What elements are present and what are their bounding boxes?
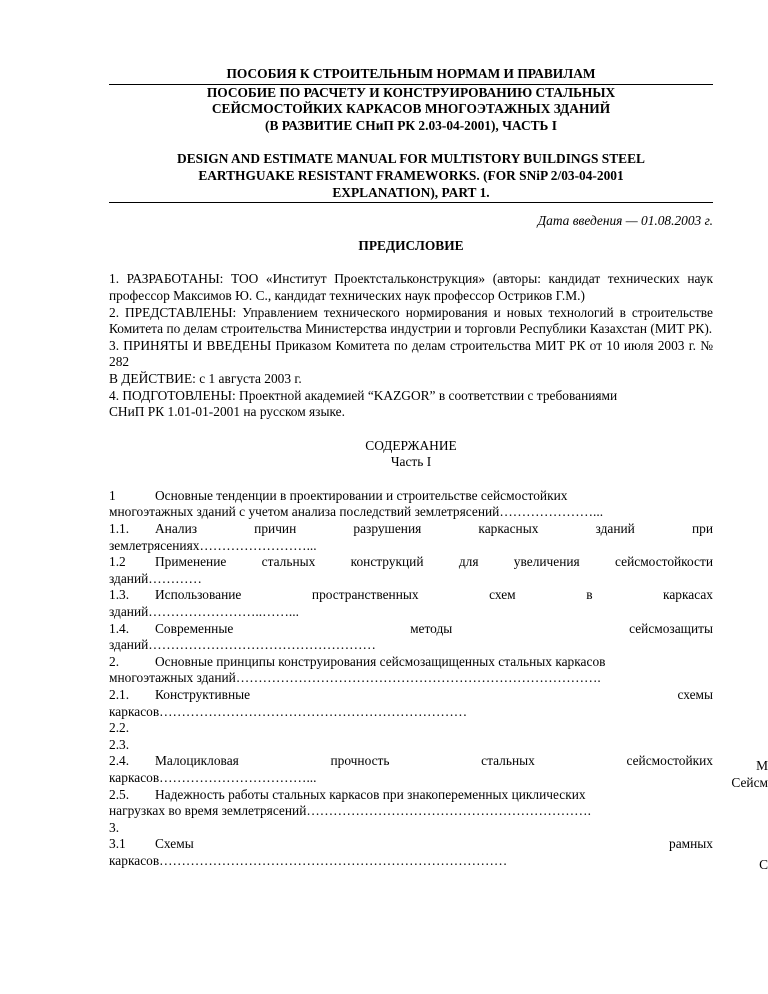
toc-item-3-clipped-text: С [759, 857, 768, 872]
english-title-line1: DESIGN AND ESTIMATE MANUAL FOR MULTISTORY BUILDINGS STEEL [177, 151, 645, 167]
toc-item-2[interactable]: 2. Основные принципы конструирования сейсмозащищенных стальных каркасов многоэтажных зданий………………………………………………………………………. [109, 653, 606, 686]
toc-item-1-2[interactable]: 1.2 Применение стальных конструкций для увеличения сейсмостойкости зданий………… [109, 554, 713, 586]
preface-item-2: 2. ПРЕДСТАВЛЕНЫ: Управлением технического нормирования и новых технологий в строительстве Комитета по делам строительства Министерства индустрии и торговли Республики Казахстан (МИТ РК). [109, 304, 713, 337]
toc-item-2-3-clipped-text: Сейсм [731, 775, 768, 790]
preface-item-1-label: 1. РАЗРАБОТАНЫ: [109, 271, 224, 287]
toc-item-2-1[interactable]: 2.1. Конструктивные схемы каркасов…………………………………………………………… [109, 687, 713, 719]
toc-part: Часть I [390, 454, 432, 470]
toc-item-2-2[interactable]: 2.2. [109, 720, 130, 736]
toc-item-3-1[interactable]: 3.1 Схемы рамных каркасов…………………………………………………………………… [109, 836, 713, 868]
preface-item-4b: СНиП РК 1.01-01-2001 на русском языке. [109, 404, 345, 420]
english-title-line2: EARTHGUAKE RESISTANT FRAMEWORKS. (FOR SNiP 2/03-04-2001 [198, 167, 624, 183]
toc-item-1[interactable]: 1 Основные тенденции в проектировании и строительстве сейсмостойких многоэтажных зданий с учетом анализа последствий землетрясений…………………... [109, 487, 604, 520]
toc-item-3[interactable]: 3. [109, 819, 120, 835]
toc-item-2-4[interactable]: 2.4. Малоцикловая прочность стальных сейсмостойких каркасов……………………………... [109, 753, 713, 785]
effective-date: Дата введения — 01.08.2003 г. [537, 213, 713, 229]
preface-item-3b: В ДЕЙСТВИЕ: с 1 августа 2003 г. [109, 370, 302, 386]
toc-item-2-3[interactable]: 2.3. [109, 736, 130, 752]
toc-item-2-5[interactable]: 2.5. Надежность работы стальных каркасов при знакопеременных циклических нагрузках во время землетрясений………………………………………………………. [109, 786, 591, 819]
preface-title: ПРЕДИСЛОВИЕ [358, 237, 464, 253]
preface-item-4a: 4. ПОДГОТОВЛЕНЫ: Проектной академией “KAZGOR” в соответствии с требованиями [109, 387, 618, 403]
english-title-line3: EXPLANATION), PART 1. [332, 184, 490, 200]
toc-list [109, 488, 713, 870]
document-page [109, 66, 713, 870]
toc-item-1-1[interactable]: 1.1. Анализ причин разрушения каркасных зданий при землетрясениях……………………... [109, 521, 713, 553]
toc-item-2-2-clipped-text: М [756, 758, 768, 773]
preface-item-3: 3. ПРИНЯТЫ И ВВЕДЕНЫ Приказом Комитета по делам строительства МИТ РК от 10 июля 2003 г. № 282 [109, 337, 713, 370]
title-rule [109, 202, 713, 203]
header-title: ПОСОБИЯ К СТРОИТЕЛЬНЫМ НОРМАМ И ПРАВИЛАМ [226, 66, 596, 81]
preface-item-1: 1. РАЗРАБОТАНЫ: ТОО «Институт Проектстальконструкция» (авторы: кандидат технических наук профессор Максимов Ю. С., кандидат технических наук профессор Остриков Г.М.) [109, 271, 713, 303]
manual-title-line3: (В РАЗВИТИЕ СНиП РК 2.03-04-2001), ЧАСТЬ I [265, 117, 557, 133]
toc-title: СОДЕРЖАНИЕ [365, 437, 457, 453]
toc-item-1-4[interactable]: 1.4. Современные методы сейсмозащиты зданий…………………………………………… [109, 620, 713, 653]
toc-item-1-3[interactable]: 1.3. Использование пространственных схем в каркасах зданий……………………..……... [109, 587, 713, 620]
manual-title-line2: СЕЙСМОСТОЙКИХ КАРКАСОВ МНОГОЭТАЖНЫХ ЗДАНИЙ [211, 101, 611, 117]
manual-title-line1: ПОСОБИЕ ПО РАСЧЕТУ И КОНСТРУИРОВАНИЮ СТАЛЬНЫХ [206, 84, 616, 100]
